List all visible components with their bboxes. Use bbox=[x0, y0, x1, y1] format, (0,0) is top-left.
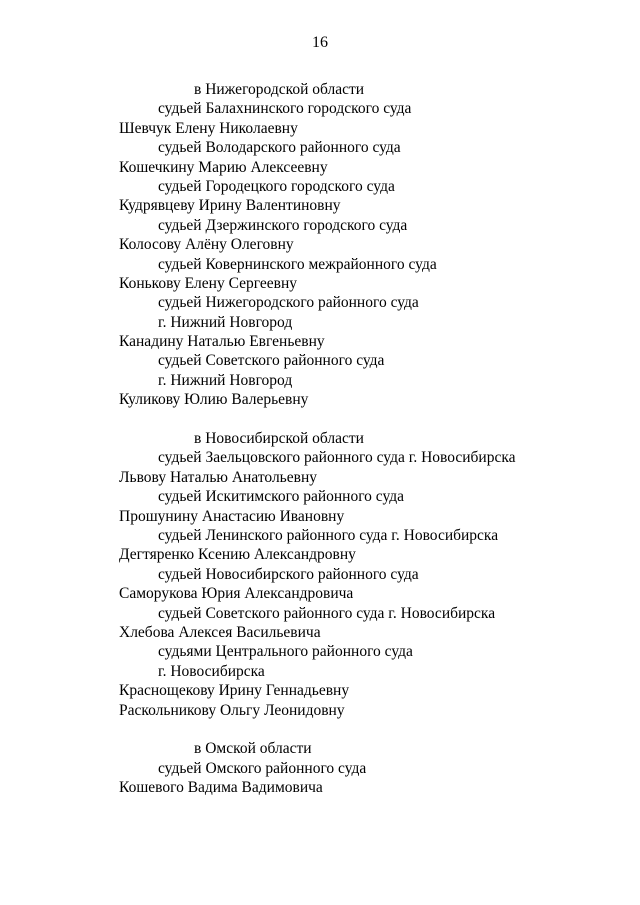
court-line: судьей Советского районного суда bbox=[158, 352, 385, 370]
judge-name: Кудрявцеву Ирину Валентиновну bbox=[119, 197, 341, 215]
region-heading: в Омской области bbox=[194, 740, 312, 758]
court-city-line: г. Новосибирска bbox=[158, 662, 265, 680]
section-spacer bbox=[0, 720, 640, 739]
court-line: судьей Володарского районного суда bbox=[158, 139, 401, 157]
court-city-line: г. Нижний Новгород bbox=[158, 313, 293, 331]
judge-name: Львову Наталью Анатольевну bbox=[119, 468, 317, 486]
court-line: судьей Балахнинского городского суда bbox=[158, 100, 412, 118]
court-line: судьей Ковернинского межрайонного суда bbox=[158, 255, 437, 273]
judge-name: Кошечкину Марию Алексеевну bbox=[119, 158, 328, 176]
judge-name: Шевчук Елену Николаевну bbox=[119, 119, 298, 137]
region-heading: в Новосибирской области bbox=[194, 430, 364, 448]
document-body bbox=[0, 80, 640, 797]
region-section-novosibirsk bbox=[0, 429, 640, 720]
court-line: судьями Центрального районного суда bbox=[158, 643, 413, 661]
judge-name: Дегтяренко Ксению Александровну bbox=[119, 546, 356, 564]
court-line: судьей Дзержинского городского суда bbox=[158, 216, 408, 234]
judge-name: Краснощекову Ирину Геннадьевну bbox=[119, 682, 350, 700]
judge-name: Куликову Юлию Валерьевну bbox=[119, 391, 309, 409]
judge-name: Раскольникову Ольгу Леонидовну bbox=[119, 701, 345, 719]
judge-name: Канадину Наталью Евгеньевну bbox=[119, 333, 325, 351]
court-line: судьей Новосибирского районного суда bbox=[158, 565, 419, 583]
judge-name: Саморукова Юрия Александровича bbox=[119, 585, 354, 603]
section-spacer bbox=[0, 410, 640, 429]
court-line: судьей Городецкого городского суда bbox=[158, 177, 395, 195]
court-line: судьей Искитимского районного суда bbox=[158, 488, 405, 506]
judge-name: Колосову Алёну Олеговну bbox=[119, 236, 294, 254]
page-number: 16 bbox=[312, 34, 328, 51]
region-section-omsk bbox=[0, 739, 640, 797]
judge-name: Кошевого Вадима Вадимовича bbox=[119, 779, 323, 797]
court-city-line: г. Нижний Новгород bbox=[158, 371, 293, 389]
region-section-nizhny-novgorod bbox=[0, 80, 640, 410]
court-line: судьей Омского районного суда bbox=[158, 759, 367, 777]
court-line: судьей Ленинского районного суда г. Новосибирска bbox=[158, 526, 499, 544]
judge-name: Конькову Елену Сергеевну bbox=[119, 274, 298, 292]
region-heading: в Нижегородской области bbox=[194, 81, 365, 98]
court-line: судьей Нижегородского районного суда bbox=[158, 294, 419, 312]
court-line: судьей Советского районного суда г. Новосибирска bbox=[158, 604, 496, 622]
judge-name: Прошунину Анастасию Ивановну bbox=[119, 507, 345, 525]
court-line: судьей Заельцовского районного суда г. Новосибирска bbox=[158, 449, 516, 467]
judge-name: Хлебова Алексея Васильевича bbox=[119, 623, 321, 641]
